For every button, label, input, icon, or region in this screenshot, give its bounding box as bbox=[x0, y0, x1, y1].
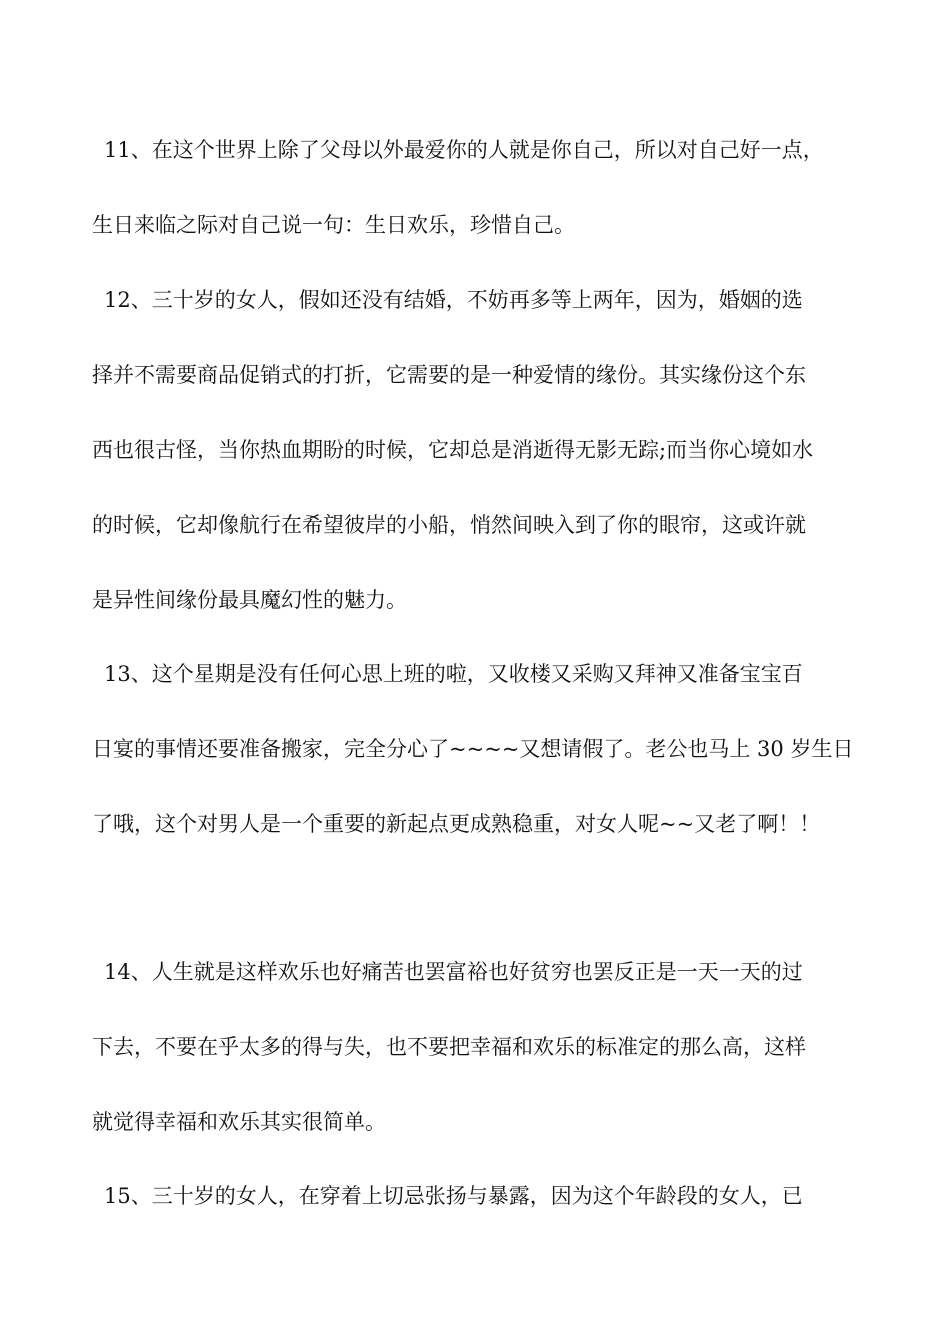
paragraph-15 bbox=[92, 1159, 862, 1234]
paragraph-line: 了哦，这个对男人是一个重要的新起点更成熟稳重，对女人呢~~又老了啊！！ bbox=[92, 812, 821, 836]
paragraph-line: 生日来临之际对自己说一句：生日欢乐，珍惜自己。 bbox=[92, 213, 575, 237]
paragraph-14 bbox=[92, 935, 862, 1160]
paragraph-11 bbox=[92, 113, 862, 263]
paragraph-line: 择并不需要商品促销式的打折，它需要的是一种爱情的缘份。其实缘份这个东 bbox=[92, 363, 806, 387]
paragraph-line: 11、在这个世界上除了父母以外最爱你的人就是你自己，所以对自己好一点， bbox=[104, 138, 824, 162]
paragraph-line: 的时候，它却像航行在希望彼岸的小船，悄然间映入到了你的眼帘，这或许就 bbox=[92, 513, 806, 537]
paragraph-line: 15、三十岁的女人，在穿着上切忌张扬与暴露，因为这个年龄段的女人，已 bbox=[104, 1184, 803, 1208]
paragraph-line: 西也很古怪，当你热血期盼的时候，它却总是消逝得无影无踪;而当你心境如水 bbox=[92, 438, 814, 462]
paragraph-line: 13、这个星期是没有任何心思上班的啦，又收楼又采购又拜神又准备宝宝百 bbox=[104, 662, 803, 686]
paragraph-13 bbox=[92, 637, 862, 862]
paragraph-line: 就觉得幸福和欢乐其实很简单。 bbox=[92, 1110, 386, 1134]
paragraph-line: 12、三十岁的女人，假如还没有结婚，不妨再多等上两年，因为，婚姻的选 bbox=[104, 288, 803, 312]
paragraph-line: 14、人生就是这样欢乐也好痛苦也罢富裕也好贫穷也罢反正是一天一天的过 bbox=[104, 960, 803, 984]
paragraph-line: 下去，不要在乎太多的得与失，也不要把幸福和欢乐的标准定的那么高，这样 bbox=[92, 1035, 806, 1059]
paragraph-line: 日宴的事情还要准备搬家，完全分心了~~~~又想请假了。老公也马上 30 岁生日 bbox=[92, 737, 854, 761]
paragraph-line: 是异性间缘份最具魔幻性的魅力。 bbox=[92, 588, 407, 612]
paragraph-12 bbox=[92, 263, 862, 638]
